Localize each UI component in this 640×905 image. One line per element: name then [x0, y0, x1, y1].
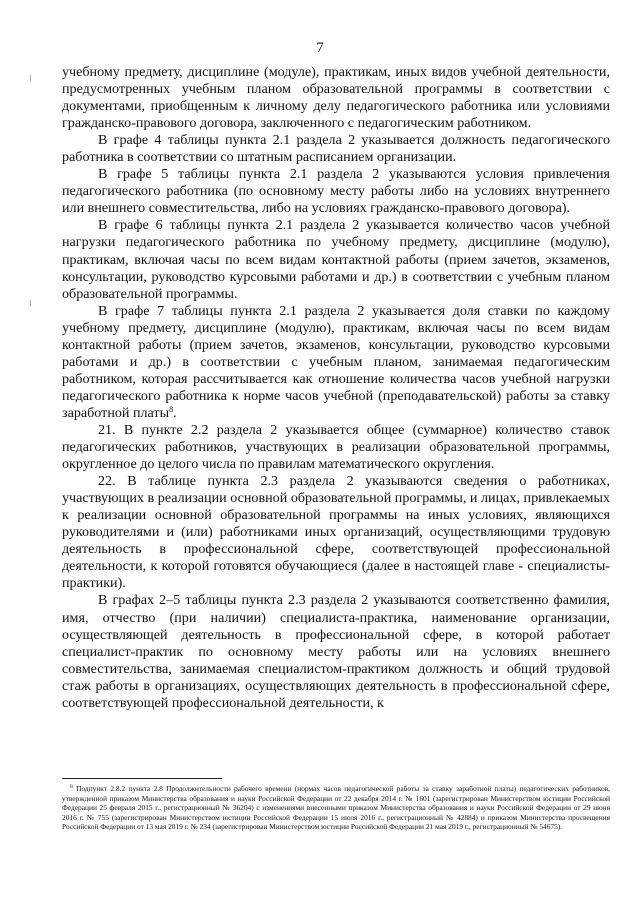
paragraph-column-7-text: В графе 7 таблицы пункта 2.1 раздела 2 указывается доля ставки по каждому учебному предмету, дисциплине (модулю), практикам, включая часы по всем видам контактной работы (прием зачетов, экзаменов, консультации, руководство курсовыми работами и др.) в соответствии с учебным планом, занимаемая педагогическим работником, которая рассчитывается как отношение количества часов учебной нагрузки педагогического работника к норме часов учебной (преподавательской) работы за ставку заработной платы — [62, 302, 610, 421]
paragraph-column-7-tail: . — [173, 404, 177, 421]
footnote-mark: 8 — [70, 784, 73, 790]
scan-margin-mark — [30, 75, 34, 81]
paragraph-column-6: В графе 6 таблицы пункта 2.1 раздела 2 указывается количество часов учебной нагрузки педагогического работника по учебному предмету, дисциплине (модулю), практикам, включая часы по всем видам контактной работы (прием зачетов, экзаменов, консультации, руководство курсовыми работами и др.) в соответствии с учебным планом образовательной программы. — [62, 217, 610, 302]
footnote-area — [62, 784, 610, 832]
paragraph-columns-2-5: В графах 2–5 таблицы пункта 2.3 раздела 2 указываются соответственно фамилия, имя, отчество (при наличии) специалиста-практика, наименование организации, осуществляющей деятельность в профессиональной сфере, в которой работает специалист-практик по основному месту работы или на условиях внешнего совместительства, занимаемая специалистом-практиком должность и общий трудовой стаж работы в организациях, осуществляющих деятельность в профессиональной сфере, соответствующей профессиональной деятельности, к — [62, 592, 610, 711]
footnote — [62, 784, 610, 832]
paragraph-column-4: В графе 4 таблицы пункта 2.1 раздела 2 указывается должность педагогического работника в соответствии со штатным расписанием организации. — [62, 132, 610, 166]
paragraph-item-22: 22. В таблице пункта 2.3 раздела 2 указываются сведения о работниках, участвующих в реализации основной образовательной программы, и лицах, привлекаемых к реализации основной образовательной программы на иных условиях, являющихся руководителями и (или) работниками иных организаций, осуществляющими трудовую деятельность в профессиональной сфере, соответствующей профессиональной деятельности, к которой готовятся обучающиеся (далее в настоящей главе - специалисты-практики). — [62, 473, 610, 592]
page-number: 7 — [316, 40, 324, 56]
paragraph-column-7 — [62, 303, 610, 422]
footnote-separator — [62, 778, 222, 779]
scan-margin-mark — [30, 300, 34, 306]
paragraph-continuation: учебному предмету, дисциплине (модуле), практикам, иных видов учебной деятельности, предусмотренных учебным планом образовательной программы в соответствии с документами, приобщенным к личному делу педагогического работника или условиями гражданско-правового договора, заключенного с педагогическим работником. — [62, 64, 610, 132]
paragraph-item-21: 21. В пункте 2.2 раздела 2 указывается общее (суммарное) количество ставок педагогических работников, участвующих в реализации образовательной программы, округленное до целого числа по правилам математического округления. — [62, 421, 610, 473]
footnote-text: Подпункт 2.8.2 пункта 2.8 Продолжительности рабочего времени (нормах часов педагогической работы за ставку заработной платы) педагогических работников, утвержденной приказом Министерства образования и науки Российской Федерации от 22 декабря 2014 г. № 1601 (зарегистрирован Министерством юстиции Российской Федерации 25 февраля 2015 г., регистрационный № 36204) с изменениями внесенными приказом Министерства образования и науки Российской Федерации от 29 июня 2016 г. № 755 (зарегистрирован Министерством юстиции Российской Федерации 15 июля 2016 г., регистрационный № 42884) и приказом Министерства просвещения Российской Федерации от 13 мая 2019 г. № 234 (зарегистрирован Министерством юстиции Российской Федерации 21 мая 2019 г., регистрационный № 54675). — [62, 784, 610, 832]
body-text — [62, 64, 610, 712]
paragraph-column-5: В графе 5 таблицы пункта 2.1 раздела 2 указываются условия привлечения педагогического работника (по основному месту работы либо на условиях внутреннего или внешнего совместительства, либо на условиях гражданско-правового договора). — [62, 166, 610, 217]
footnote-reference: 8 — [169, 404, 174, 414]
